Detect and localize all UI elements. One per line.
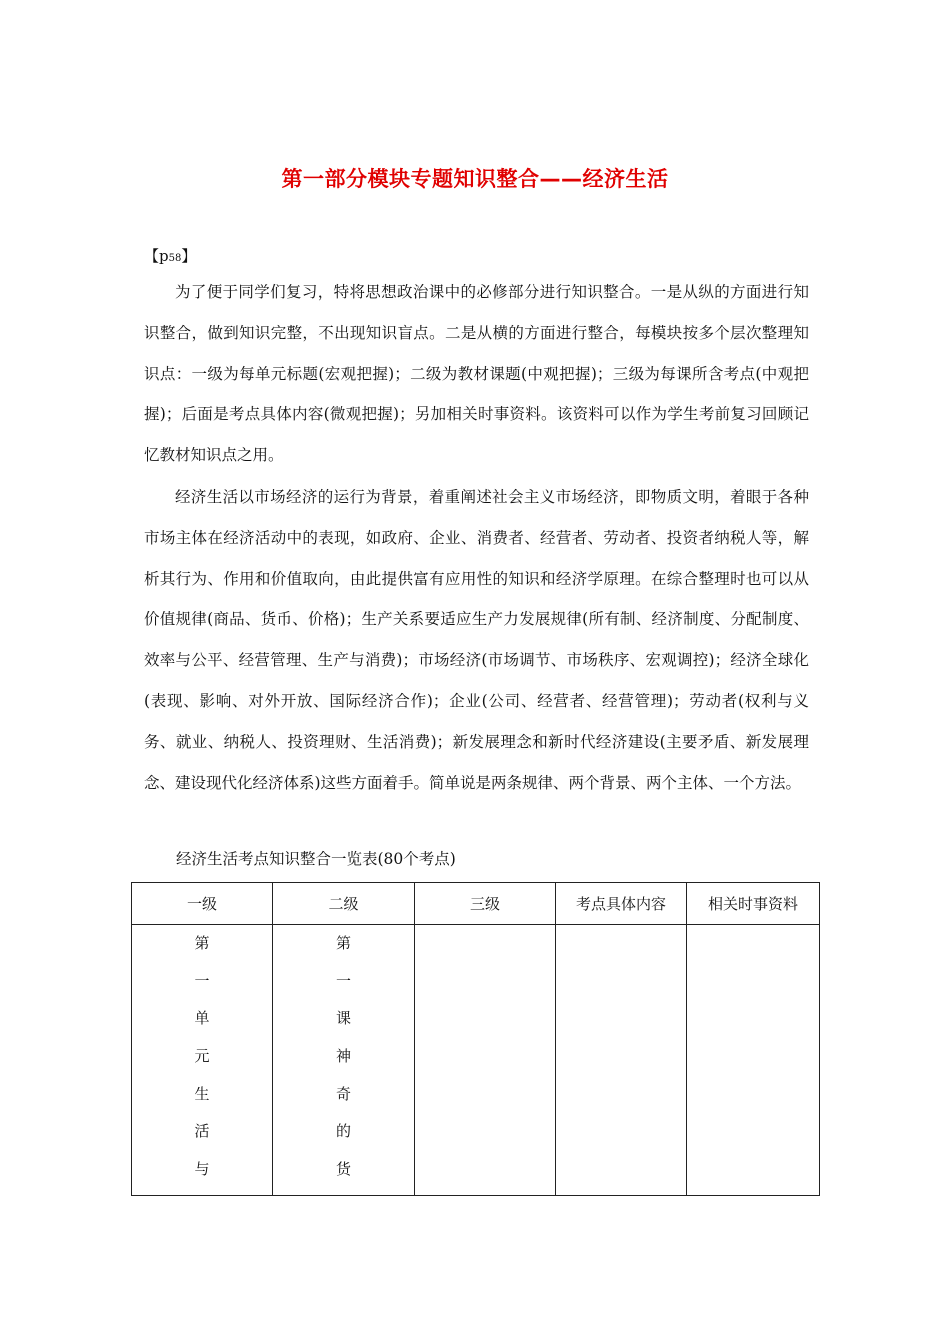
knowledge-table: [131, 882, 820, 1196]
page-title: 第一部分模块专题知识整合——经济生活: [281, 167, 669, 191]
header-level-3: 三级: [415, 883, 556, 925]
vertical-char: 课: [335, 1009, 351, 1028]
vertical-char: 的: [335, 1122, 351, 1141]
page-reference: [144, 245, 196, 266]
vertical-char: 第: [335, 934, 351, 952]
vertical-char: 一: [194, 971, 210, 990]
table-header-row: [132, 883, 820, 925]
header-news: 相关时事资料: [687, 883, 820, 925]
vertical-char: 与: [194, 1160, 210, 1179]
intro-paragraph: 为了便于同学们复习，特将思想政治课中的必修部分进行知识整合。一是从纵的方面进行知识整合，做到知识完整，不出现知识盲点。二是从横的方面进行整合，每模块按多个层次整理知识点：一级为每单元标题(宏观把握)；二级为教材课题(中观把握)；三级为每课所含考点(中观把握)；后面是考点具体内容(微观把握)；另加相关时事资料。该资料可以作为学生考前复习回顾记忆教材知识点之用。: [144, 283, 809, 465]
overview-paragraph: 经济生活以市场经济的运行为背景，着重阐述社会主义市场经济，即物质文明，着眼于各种市场主体在经济活动中的表现，如政府、企业、消费者、经营者、劳动者、投资者纳税人等，解析其行为、作用和价值取向，由此提供富有应用性的知识和经济学原理。在综合整理时也可以从价值规律(商品、货币、价格)；生产关系要适应生产力发展规律(所有制、经济制度、分配制度、效率与公平、经营管理、生产与消费)；市场经济(市场调节、市场秩序、宏观调控)；经济全球化(表现、影响、对外开放、国际经济合作)；企业(公司、经营者、经营管理)；劳动者(权利与义务、就业、纳税人、投资理财、生活消费)；新发展理念和新时代经济建设(主要矛盾、新发展理念、建设现代化经济体系)这些方面着手。简单说是两条规律、两个背景、两个主体、一个方法。: [144, 488, 809, 792]
vertical-char: 神: [335, 1047, 351, 1066]
cell-level-1: [132, 925, 273, 1196]
vertical-char: 活: [194, 1122, 210, 1141]
cell-news: [687, 925, 820, 1196]
header-level-2: 二级: [273, 883, 415, 925]
page-ref-close: 】: [181, 247, 197, 265]
header-level-1: 一级: [132, 883, 273, 925]
vertical-char: 第: [194, 934, 210, 952]
cell-level-2: [273, 925, 415, 1196]
table-row: [132, 925, 820, 1196]
page-ref-open: 【p: [144, 247, 169, 265]
page-ref-number: 58: [168, 253, 182, 264]
cell-content: [556, 925, 687, 1196]
table-caption: 经济生活考点知识整合一览表(80个考点): [176, 850, 456, 868]
vertical-char: 货: [335, 1160, 351, 1179]
header-content: 考点具体内容: [556, 883, 687, 925]
cell-level-3: [415, 925, 556, 1196]
vertical-char: 元: [194, 1047, 210, 1066]
vertical-char: 一: [335, 971, 351, 990]
vertical-char: 生: [194, 1084, 210, 1103]
vertical-char: 单: [194, 1009, 210, 1028]
vertical-char: 奇: [335, 1084, 351, 1103]
